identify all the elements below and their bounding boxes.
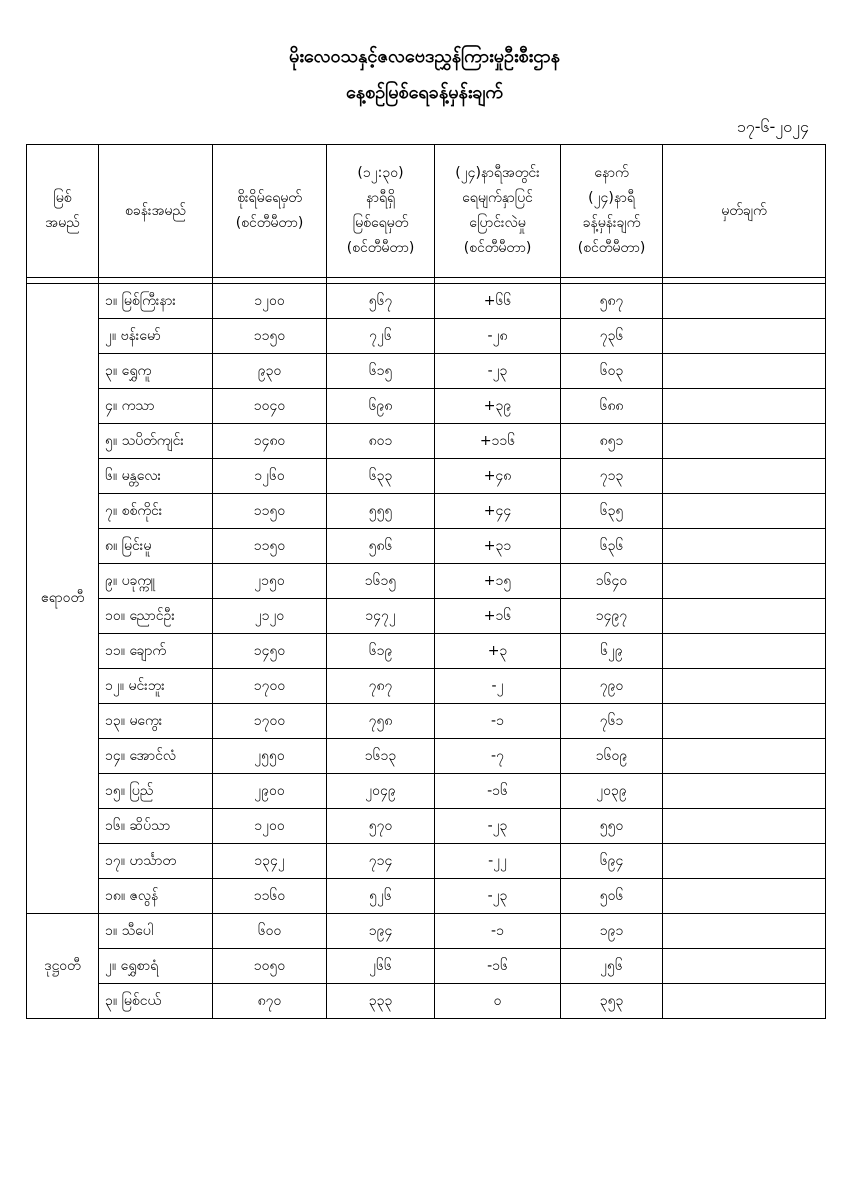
level-change-value: -၁: [435, 914, 561, 949]
table-row: [27, 949, 826, 984]
remarks-value: [663, 809, 826, 844]
danger-level-value: ၈၇၀: [213, 984, 327, 1019]
station-name: ၁၀။ ညောင်ဦး: [99, 599, 213, 634]
level-change-value: -၁: [435, 704, 561, 739]
station-name: ၁၁။ ချောက်: [99, 634, 213, 669]
header-label-line: (၁၂:၃၀): [357, 165, 404, 181]
header-label-line: နာရီရှိ: [365, 190, 396, 206]
remarks-value: [663, 284, 826, 319]
station-name: ၃။ ရွှေကူ: [99, 354, 213, 389]
level-change-value: -၇: [435, 739, 561, 774]
remarks-value: [663, 739, 826, 774]
forecast-value: ၆၃၅: [561, 494, 663, 529]
water-level-value: ၆၃၃: [327, 459, 435, 494]
level-change-value: -၂၈: [435, 319, 561, 354]
station-name: ၂။ ဗန်းမော်: [99, 319, 213, 354]
forecast-value: ၅၀၆: [561, 879, 663, 914]
header-label-line: (စင်တီမီတာ): [577, 240, 646, 256]
header-label-line: စိုးရိမ်ရေမှတ်: [237, 190, 302, 206]
river-name: ဧရာဝတီ: [27, 284, 99, 914]
station-name: ၃။ မြစ်ငယ်: [99, 984, 213, 1019]
remarks-value: [663, 774, 826, 809]
forecast-value: ၆၂၉: [561, 634, 663, 669]
water-level-value: ၂၆၆: [327, 949, 435, 984]
header-change-24h: [435, 145, 561, 278]
water-level-value: ၆၁၉: [327, 634, 435, 669]
river-name: ဒုဋ္ဌဝတီ: [27, 914, 99, 1019]
remarks-value: [663, 459, 826, 494]
table-row: [27, 809, 826, 844]
danger-level-value: ၆၀၀: [213, 914, 327, 949]
station-name: ၁၈။ ဇလွန်: [99, 879, 213, 914]
forecast-value: ၇၆၁: [561, 704, 663, 739]
level-change-value: -၂၃: [435, 879, 561, 914]
danger-level-value: ၁၁၅၀: [213, 494, 327, 529]
station-name: ၁၃။ မကွေး: [99, 704, 213, 739]
danger-level-value: ၂၉၀၀: [213, 774, 327, 809]
forecast-value: ၆၃၆: [561, 529, 663, 564]
level-change-value: -၁၆: [435, 774, 561, 809]
danger-level-value: ၁၇၀၀: [213, 704, 327, 739]
table-row: [27, 564, 826, 599]
remarks-value: [663, 529, 826, 564]
header-label-line: မြစ်: [53, 190, 72, 206]
forecast-value: ၂၀၃၉: [561, 774, 663, 809]
table-row: [27, 914, 826, 949]
remarks-value: [663, 494, 826, 529]
forecast-value: ၅၈၇: [561, 284, 663, 319]
water-level-value: ၁၉၄: [327, 914, 435, 949]
table-header-row: [27, 145, 826, 278]
table-row: [27, 284, 826, 319]
forecast-value: ၈၅၁: [561, 424, 663, 459]
water-level-value: ၅၈၆: [327, 529, 435, 564]
station-name: ၁၇။ ဟင်္သာတ: [99, 844, 213, 879]
level-change-value: +၄၈: [435, 459, 561, 494]
header-label-line: အမည်: [45, 215, 80, 231]
station-name: ၂။ ရွှေစာရံ: [99, 949, 213, 984]
header-remarks: [663, 145, 826, 278]
header-label-line: (စင်တီမီတာ): [235, 215, 304, 231]
table-row: [27, 319, 826, 354]
station-name: ၁၅။ ပြည်: [99, 774, 213, 809]
danger-level-value: ၁၂၀၀: [213, 809, 327, 844]
table-row: [27, 494, 826, 529]
remarks-value: [663, 564, 826, 599]
water-level-value: ၆၉၈: [327, 389, 435, 424]
level-change-value: -၂၃: [435, 809, 561, 844]
station-name: ၁၂။ မင်းဘူး: [99, 669, 213, 704]
danger-level-value: ၁၃၄၂: [213, 844, 327, 879]
forecast-value: ၇၃၆: [561, 319, 663, 354]
remarks-value: [663, 599, 826, 634]
water-level-value: ၇၅၈: [327, 704, 435, 739]
remarks-value: [663, 879, 826, 914]
table-row: [27, 389, 826, 424]
remarks-value: [663, 424, 826, 459]
danger-level-value: ၉၃၀: [213, 354, 327, 389]
station-name: ၁၄။ အောင်လံ: [99, 739, 213, 774]
forecast-value: ၁၆၄၀: [561, 564, 663, 599]
water-level-value: ၇၈၇: [327, 669, 435, 704]
header-label-line: စခန်းအမည်: [125, 202, 186, 219]
forecast-value: ၂၅၆: [561, 949, 663, 984]
danger-level-value: ၂၅၅၀: [213, 739, 327, 774]
table-row: [27, 529, 826, 564]
danger-level-value: ၁၁၅၀: [213, 529, 327, 564]
danger-level-value: ၂၁၂၀: [213, 599, 327, 634]
remarks-value: [663, 844, 826, 879]
header-forecast-24h: [561, 145, 663, 278]
water-level-value: ၅၆၇: [327, 284, 435, 319]
report-date: ၁၇-၆-၂၀၂၄: [736, 117, 809, 136]
forecast-value: ၆၀၃: [561, 354, 663, 389]
table-row: [27, 739, 826, 774]
danger-level-value: ၁၂၆၀: [213, 459, 327, 494]
river-level-table: [26, 144, 826, 1019]
level-change-value: +၃: [435, 634, 561, 669]
level-change-value: +၃၉: [435, 389, 561, 424]
header-label-line: (စင်တီမီတာ): [463, 240, 532, 256]
header-label-line: ပြောင်းလဲမှု: [469, 215, 526, 231]
level-change-value: ၀: [435, 984, 561, 1019]
forecast-value: ၁၉၁: [561, 914, 663, 949]
water-level-value: ၅၂၆: [327, 879, 435, 914]
table-row: [27, 844, 826, 879]
forecast-value: ၁၆၀၉: [561, 739, 663, 774]
danger-level-value: ၁၂၀၀: [213, 284, 327, 319]
station-name: ၁။ မြစ်ကြီးနား: [99, 284, 213, 319]
header-river: [27, 145, 99, 278]
table-row: [27, 984, 826, 1019]
header-label-line: ရေမျက်နှာပြင်: [462, 190, 533, 206]
header-label-line: (၂၄)နာရီ: [588, 190, 635, 206]
forecast-value: ၅၅၀: [561, 809, 663, 844]
station-name: ၅။ သပိတ်ကျင်း: [99, 424, 213, 459]
station-name: ၇။ စစ်ကိုင်း: [99, 494, 213, 529]
station-name: ၁၆။ ဆိပ်သာ: [99, 809, 213, 844]
table-row: [27, 459, 826, 494]
header-label-line: နောက်: [594, 165, 629, 181]
page-subtitle: နေ့စဉ်မြစ်ရေခန့်မှန်းချက်: [346, 82, 503, 103]
level-change-value: +၁၁၆: [435, 424, 561, 459]
water-level-value: ၁၆၁၃: [327, 739, 435, 774]
level-change-value: -၂၃: [435, 354, 561, 389]
remarks-value: [663, 389, 826, 424]
station-name: ၈။ မြင်းမူ: [99, 529, 213, 564]
remarks-value: [663, 669, 826, 704]
remarks-value: [663, 914, 826, 949]
table-row: [27, 354, 826, 389]
remarks-value: [663, 949, 826, 984]
table-row: [27, 704, 826, 739]
water-level-value: ၂၀၄၉: [327, 774, 435, 809]
danger-level-value: ၁၇၀၀: [213, 669, 327, 704]
level-change-value: +၄၄: [435, 494, 561, 529]
remarks-value: [663, 634, 826, 669]
station-name: ၄။ ကသာ: [99, 389, 213, 424]
danger-level-value: ၁၁၅၀: [213, 319, 327, 354]
level-change-value: -၂၂: [435, 844, 561, 879]
danger-level-value: ၁၀၄၀: [213, 389, 327, 424]
header-water-level: [327, 145, 435, 278]
table-row: [27, 634, 826, 669]
water-level-value: ၅၇၀: [327, 809, 435, 844]
header-label-line: (၂၄)နာရီအတွင်း: [455, 165, 540, 181]
level-change-value: +၁၅: [435, 564, 561, 599]
station-name: ၉။ ပခုက္ကူ: [99, 564, 213, 599]
station-name: ၆။ မန္တလေး: [99, 459, 213, 494]
header-label-line: (စင်တီမီတာ): [346, 240, 415, 256]
page-title: မိုးလေဝသနှင့်ဇလဗေဒညွှန်ကြားမှုဦးစီးဌာန: [289, 46, 560, 67]
remarks-value: [663, 704, 826, 739]
table-row: [27, 424, 826, 459]
remarks-value: [663, 984, 826, 1019]
header-label-line: မှတ်ချက်: [721, 202, 767, 219]
water-level-value: ၇၁၄: [327, 844, 435, 879]
water-level-value: ၅၅၅: [327, 494, 435, 529]
remarks-value: [663, 319, 826, 354]
level-change-value: +၁၆: [435, 599, 561, 634]
table-row: [27, 599, 826, 634]
water-level-value: ၃၃၃: [327, 984, 435, 1019]
header-label-line: ခန့်မှန်းချက်: [582, 215, 641, 231]
danger-level-value: ၁၁၆၀: [213, 879, 327, 914]
forecast-value: ၆၉၄: [561, 844, 663, 879]
forecast-value: ၃၅၃: [561, 984, 663, 1019]
table-row: [27, 669, 826, 704]
header-station: [99, 145, 213, 278]
water-level-value: ၁၄၇၂: [327, 599, 435, 634]
remarks-value: [663, 354, 826, 389]
level-change-value: -၂: [435, 669, 561, 704]
header-danger-level: [213, 145, 327, 278]
station-name: ၁။ သီပေါ: [99, 914, 213, 949]
forecast-value: ၆၈၈: [561, 389, 663, 424]
water-level-value: ၁၆၁၅: [327, 564, 435, 599]
forecast-value: ၁၄၉၇: [561, 599, 663, 634]
danger-level-value: ၂၁၅၀: [213, 564, 327, 599]
level-change-value: +၆၆: [435, 284, 561, 319]
forecast-value: ၇၁၃: [561, 459, 663, 494]
danger-level-value: ၁၄၅၀: [213, 634, 327, 669]
level-change-value: +၃၁: [435, 529, 561, 564]
forecast-value: ၇၉၀: [561, 669, 663, 704]
table-row: [27, 879, 826, 914]
level-change-value: -၁၆: [435, 949, 561, 984]
header-label-line: မြစ်ရေမှတ်: [352, 215, 409, 231]
danger-level-value: ၁၄၈၀: [213, 424, 327, 459]
table-row: [27, 774, 826, 809]
danger-level-value: ၁၀၅၀: [213, 949, 327, 984]
water-level-value: ၈၀၁: [327, 424, 435, 459]
table-body: [27, 284, 826, 1019]
water-level-value: ၆၁၅: [327, 354, 435, 389]
water-level-value: ၇၂၆: [327, 319, 435, 354]
